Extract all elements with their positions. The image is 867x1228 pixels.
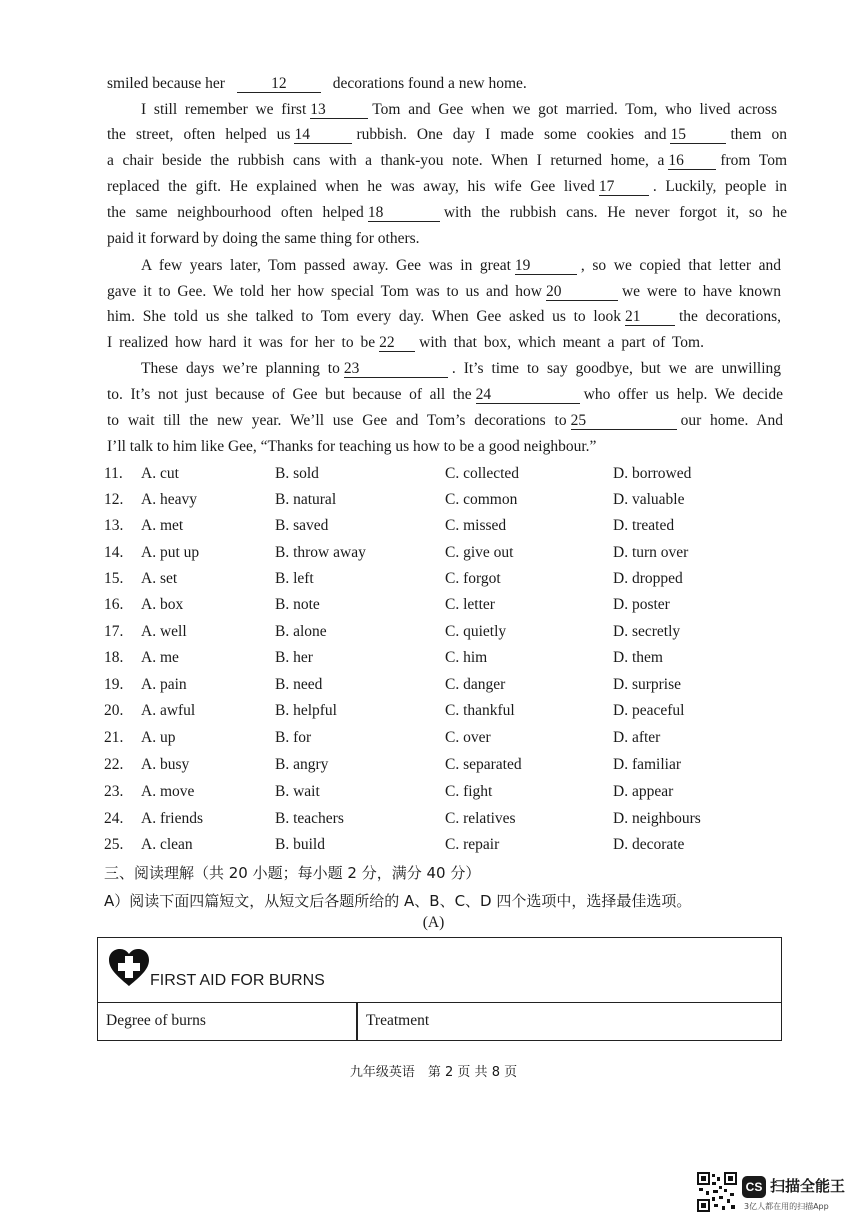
blank-14: 14 bbox=[294, 126, 352, 144]
blank-24: 24 bbox=[476, 386, 580, 404]
question-number: 15. bbox=[104, 570, 124, 587]
question-number: 12. bbox=[104, 491, 124, 508]
passage-text: the decorations, bbox=[678, 308, 781, 325]
passage-text: . It’s time to say goodbye, but we are unwilling bbox=[451, 360, 781, 377]
option-a: A. met bbox=[141, 517, 184, 534]
question-number: 25. bbox=[104, 836, 124, 853]
blank-18: 18 bbox=[368, 204, 440, 222]
passage-line bbox=[141, 100, 777, 120]
passage-text: gave it to Gee. We told her how special Tom was to us and how bbox=[107, 283, 542, 300]
question-14 bbox=[104, 542, 804, 564]
option-d: D. borrowed bbox=[613, 465, 692, 482]
option-d: D. secretly bbox=[613, 623, 681, 640]
option-b: B. build bbox=[275, 836, 325, 853]
option-b: B. helpful bbox=[275, 702, 337, 719]
question-22 bbox=[104, 754, 804, 776]
question-17 bbox=[104, 621, 804, 643]
question-number: 18. bbox=[104, 649, 124, 666]
option-c: C. collected bbox=[445, 465, 520, 482]
option-b: B. left bbox=[275, 570, 314, 587]
passage-text: decorations found a new home. bbox=[332, 75, 527, 92]
question-25 bbox=[104, 834, 804, 856]
question-number: 23. bbox=[104, 783, 124, 800]
option-a: A. move bbox=[141, 783, 195, 800]
blank-13: 13 bbox=[310, 101, 368, 119]
passage-text: to. It’s not just because of Gee but because of all the bbox=[107, 386, 472, 403]
passage-text: I still remember we first bbox=[141, 101, 307, 118]
passage-line bbox=[107, 177, 787, 197]
first-aid-table bbox=[97, 937, 782, 1041]
question-15 bbox=[104, 568, 804, 590]
option-a: A. friends bbox=[141, 810, 203, 827]
question-23 bbox=[104, 781, 804, 803]
option-b: B. wait bbox=[275, 783, 320, 800]
option-c: C. him bbox=[445, 649, 488, 666]
option-c: C. common bbox=[445, 491, 518, 508]
blank-21: 21 bbox=[625, 308, 675, 326]
option-c: C. letter bbox=[445, 596, 495, 613]
option-b: B. note bbox=[275, 596, 320, 613]
option-c: C. relatives bbox=[445, 810, 516, 827]
question-24 bbox=[104, 808, 804, 830]
option-c: C. over bbox=[445, 729, 491, 746]
question-number: 19. bbox=[104, 676, 124, 693]
option-a: A. cut bbox=[141, 465, 179, 482]
option-c: C. fight bbox=[445, 783, 493, 800]
passage-text: the street, often helped us bbox=[107, 126, 291, 143]
blank-16: 16 bbox=[668, 152, 716, 170]
blank-19: 19 bbox=[515, 257, 577, 275]
option-d: D. decorate bbox=[613, 836, 685, 853]
option-a: A. pain bbox=[141, 676, 187, 693]
table-header bbox=[98, 938, 781, 1003]
passage-text: , so we copied that letter and bbox=[580, 257, 781, 274]
passage-line bbox=[107, 437, 787, 457]
blank-12: 12 bbox=[237, 75, 321, 93]
passage-text: I realized how hard it was for her to be bbox=[107, 334, 376, 351]
passage-text: rubbish. One day I made some cookies and bbox=[356, 126, 667, 143]
question-number: 20. bbox=[104, 702, 124, 719]
passage-line bbox=[107, 151, 787, 171]
passage-text: with the rubbish cans. He never forgot it, so he bbox=[443, 204, 787, 221]
option-b: B. throw away bbox=[275, 544, 366, 561]
passage-line bbox=[107, 385, 783, 405]
option-a: A. me bbox=[141, 649, 179, 666]
passage-text: who offer us help. We decide bbox=[583, 386, 783, 403]
question-number: 16. bbox=[104, 596, 124, 613]
option-a: A. awful bbox=[141, 702, 196, 719]
passage-line bbox=[107, 282, 781, 302]
passage-text: we were to have known bbox=[621, 283, 781, 300]
question-number: 22. bbox=[104, 756, 124, 773]
passage-line bbox=[141, 359, 781, 379]
option-b: B. natural bbox=[275, 491, 337, 508]
option-a: A. put up bbox=[141, 544, 200, 561]
blank-17: 17 bbox=[599, 178, 649, 196]
option-b: B. sold bbox=[275, 465, 319, 482]
passage-text: with that box, which meant a part of Tom. bbox=[419, 334, 704, 351]
option-d: D. peaceful bbox=[613, 702, 685, 719]
option-d: D. poster bbox=[613, 596, 670, 613]
blank-25: 25 bbox=[571, 412, 677, 430]
option-c: C. thankful bbox=[445, 702, 515, 719]
camscanner-logo: CS bbox=[742, 1176, 766, 1198]
passage-line bbox=[107, 74, 787, 94]
passage-text: A few years later, Tom passed away. Gee was in great bbox=[141, 257, 511, 274]
passage-line bbox=[141, 256, 781, 276]
blank-23: 23 bbox=[344, 360, 448, 378]
passage-text: from Tom bbox=[720, 152, 787, 169]
option-a: A. up bbox=[141, 729, 176, 746]
question-19 bbox=[104, 674, 804, 696]
option-d: D. surprise bbox=[613, 676, 682, 693]
option-d: D. treated bbox=[613, 517, 675, 534]
page-footer: 九年级英语 第 2 页 共 8 页 bbox=[349, 1065, 518, 1080]
passage-text: I’ll talk to him like Gee, “Thanks for teaching us how to be a good neighbour.” bbox=[107, 438, 597, 455]
passage-text: replaced the gift. He explained when he was away, his wife Gee lived bbox=[107, 178, 595, 195]
option-c: C. danger bbox=[445, 676, 506, 693]
option-d: D. them bbox=[613, 649, 663, 666]
option-c: C. repair bbox=[445, 836, 500, 853]
passage-line bbox=[107, 307, 781, 327]
passage-text: him. She told us she talked to Tom every day. When Gee asked us to look bbox=[107, 308, 621, 325]
question-20 bbox=[104, 700, 804, 722]
option-c: C. missed bbox=[445, 517, 507, 534]
option-c: C. quietly bbox=[445, 623, 507, 640]
passage-label: (A) bbox=[422, 914, 445, 931]
question-11 bbox=[104, 463, 804, 485]
section-instruction: A）阅读下面四篇短文，从短文后各题所给的 A、B、C、D 四个选项中，选择最佳选项。 bbox=[104, 892, 692, 910]
option-a: A. set bbox=[141, 570, 178, 587]
question-number: 17. bbox=[104, 623, 124, 640]
option-a: A. well bbox=[141, 623, 187, 640]
watermark-brand: 扫描全能王 bbox=[770, 1177, 846, 1195]
question-18 bbox=[104, 647, 804, 669]
blank-20: 20 bbox=[546, 283, 618, 301]
option-b: B. her bbox=[275, 649, 313, 666]
heart-cross-icon bbox=[108, 948, 150, 993]
passage-line bbox=[107, 333, 704, 353]
option-d: D. neighbours bbox=[613, 810, 701, 827]
option-b: B. alone bbox=[275, 623, 327, 640]
passage-line bbox=[107, 411, 783, 431]
option-a: A. heavy bbox=[141, 491, 197, 508]
passage-text: to wait till the new year. We’ll use Gee and Tom’s decorations to bbox=[107, 412, 567, 429]
option-b: B. teachers bbox=[275, 810, 344, 827]
option-d: D. appear bbox=[613, 783, 674, 800]
option-d: D. familiar bbox=[613, 756, 682, 773]
question-number: 13. bbox=[104, 517, 124, 534]
option-b: B. need bbox=[275, 676, 323, 693]
question-13 bbox=[104, 515, 804, 537]
passage-line bbox=[107, 125, 787, 145]
question-number: 21. bbox=[104, 729, 124, 746]
option-b: B. saved bbox=[275, 517, 329, 534]
qr-code-icon bbox=[697, 1172, 737, 1212]
passage-text: our home. And bbox=[680, 412, 783, 429]
table-title: FIRST AID FOR BURNS bbox=[150, 972, 325, 989]
question-number: 14. bbox=[104, 544, 124, 561]
question-16 bbox=[104, 594, 804, 616]
question-21 bbox=[104, 727, 804, 749]
passage-text: them on bbox=[730, 126, 787, 143]
passage-text: paid it forward by doing the same thing for others. bbox=[107, 230, 420, 247]
passage-text: These days we’re planning to bbox=[141, 360, 340, 377]
passage-text: Tom and Gee when we got married. Tom, who lived across bbox=[372, 101, 777, 118]
option-c: C. forgot bbox=[445, 570, 501, 587]
option-c: C. give out bbox=[445, 544, 514, 561]
col-treatment: Treatment bbox=[366, 1012, 430, 1029]
option-c: C. separated bbox=[445, 756, 522, 773]
option-a: A. clean bbox=[141, 836, 193, 853]
passage-text: . Luckily, people in bbox=[652, 178, 787, 195]
question-number: 11. bbox=[104, 465, 123, 482]
option-d: D. turn over bbox=[613, 544, 689, 561]
option-a: A. box bbox=[141, 596, 184, 613]
section-title: 三、阅读理解（共 20 小题；每小题 2 分，满分 40 分） bbox=[104, 864, 481, 882]
watermark-subtitle: 3亿人都在用的扫描App bbox=[744, 1202, 829, 1211]
passage-line bbox=[107, 229, 787, 249]
question-12 bbox=[104, 489, 804, 511]
option-d: D. after bbox=[613, 729, 661, 746]
passage-text: the same neighbourhood often helped bbox=[107, 204, 364, 221]
blank-15: 15 bbox=[670, 126, 726, 144]
option-d: D. valuable bbox=[613, 491, 685, 508]
passage-line bbox=[107, 203, 787, 223]
passage-text: smiled because her bbox=[107, 75, 225, 92]
option-a: A. busy bbox=[141, 756, 190, 773]
col-degree-of-burns: Degree of burns bbox=[106, 1012, 206, 1029]
passage-text: a chair beside the rubbish cans with a thank-you note. When I returned home, a bbox=[107, 152, 665, 169]
option-d: D. dropped bbox=[613, 570, 683, 587]
option-b: B. for bbox=[275, 729, 312, 746]
option-b: B. angry bbox=[275, 756, 329, 773]
blank-22: 22 bbox=[379, 334, 415, 352]
question-number: 24. bbox=[104, 810, 124, 827]
